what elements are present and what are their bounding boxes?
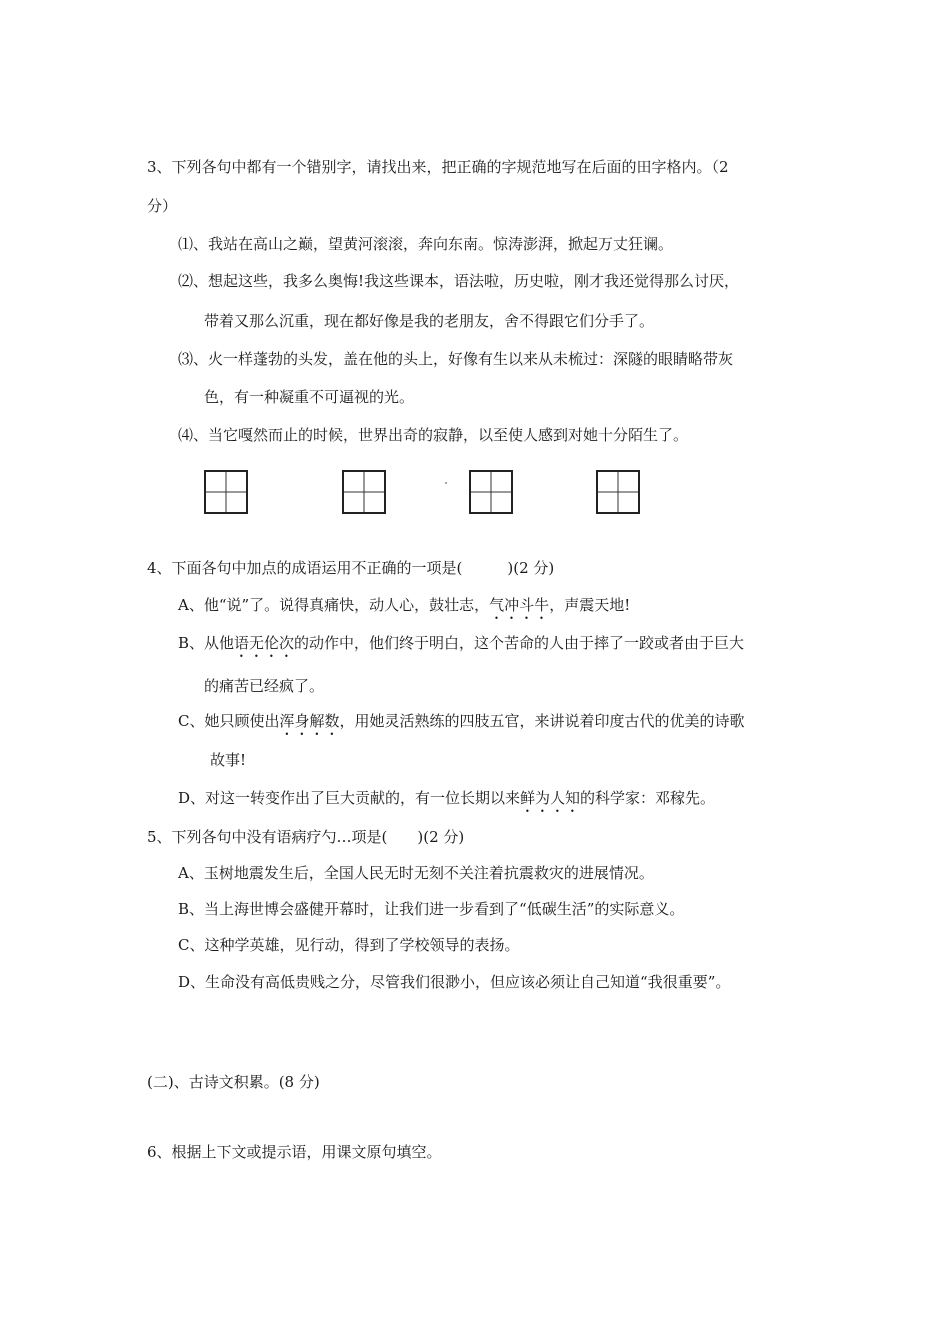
tianzige-box-4[interactable]: [596, 470, 640, 514]
q4-option-c-post: ，用她灵活熟练的四肢五官，来讲说着印度古代的优美的诗歌: [339, 712, 745, 730]
q4-option-c: [178, 711, 745, 739]
q4-option-b-cont: 的痛苦已经疯了。: [204, 677, 325, 695]
q3-sentence-2b: 带着又那么沉重，现在都好像是我的老朋友，舍不得跟它们分手了。: [204, 312, 655, 330]
q3-sentence-3b: 色，有一种凝重不可逼视的光。: [204, 388, 415, 406]
q4-option-d-idiom: 鲜为人知: [520, 789, 581, 807]
q5-option-d: D、生命没有高低贵贱之分，尽管我们很渺小，但应该必须让自己知道“我很重要”。: [178, 973, 731, 991]
q4-option-b-pre: B、从他: [178, 634, 235, 652]
q4-option-d-post: 的科学家：邓稼先。: [580, 789, 716, 807]
q3-stem-line2: 分）: [147, 197, 178, 215]
q3-sentence-3a: ⑶、火一样蓬勃的头发，盖在他的头上，好像有生以来从未梳过：深隧的眼睛略带灰: [178, 350, 734, 368]
tianzige-box-2[interactable]: [342, 470, 386, 514]
q4-option-c-pre: C、她只顾使出: [178, 712, 280, 730]
q3-sentence-4: ⑷、当它嘎然而止的时候，世界出奇的寂静，以至使人感到对她十分陌生了。: [178, 426, 689, 444]
q4-option-d-pre: D、对这一转变作出了巨大贡献的，有一位长期以来: [178, 789, 521, 807]
q6-stem: 6、根据上下文或提示语，用课文原句填空。: [147, 1143, 442, 1161]
q4-option-c-cont: 故事!: [210, 751, 247, 769]
q3-sentence-2a: ⑵、想起这些，我多么奥悔!我这些课本，语法啦，历史啦，刚才我还觉得那么讨厌，: [178, 272, 740, 290]
scan-speck: [445, 482, 447, 484]
section2-title: (二)、古诗文积累。(8 分): [147, 1073, 320, 1091]
q3-stem-line1: 3、下列各句中都有一个错别字，请找出来，把正确的字规范地写在后面的田字格内。（2: [147, 158, 729, 176]
q4-option-a-idiom: 气冲斗牛: [489, 596, 550, 614]
q4-option-c-idiom: 浑身解数: [279, 712, 340, 730]
q4-option-a-post: ，声震天地!: [549, 596, 631, 614]
q3-sentence-1: ⑴、我站在高山之巅，望黄河滚滚，奔向东南。惊涛澎湃，掀起万丈狂谰。: [178, 235, 674, 253]
tianzige-box-1[interactable]: [204, 470, 248, 514]
q4-stem: 4、下面各句中加点的成语运用不正确的一项是( )(2 分): [147, 559, 555, 577]
q4-option-d: [178, 788, 715, 816]
q4-option-b-post: 的动作中，他们终于明白，这个苦命的人由于摔了一跤或者由于巨大: [294, 634, 745, 652]
q5-option-b: B、当上海世博会盛健开幕时，让我们进一步看到了“低碳生活”的实际意义。: [178, 900, 685, 918]
q4-option-a: [178, 595, 630, 623]
tianzige-box-3[interactable]: [469, 470, 513, 514]
q5-option-c: C、这种学英雄，见行动，得到了学校领导的表扬。: [178, 936, 520, 954]
q5-option-a: A、玉树地震发生后，全国人民无时无刻不关注着抗震救灾的进展情况。: [178, 864, 654, 882]
q4-option-a-pre: A、他“说”了。说得真痛快，动人心，鼓壮志，: [178, 596, 490, 614]
q4-option-b-idiom: 语无伦次: [234, 634, 295, 652]
q5-stem: 5、下列各句中没有语病疗勺…项是( )(2 分): [147, 828, 465, 846]
q4-option-b: [178, 633, 744, 661]
